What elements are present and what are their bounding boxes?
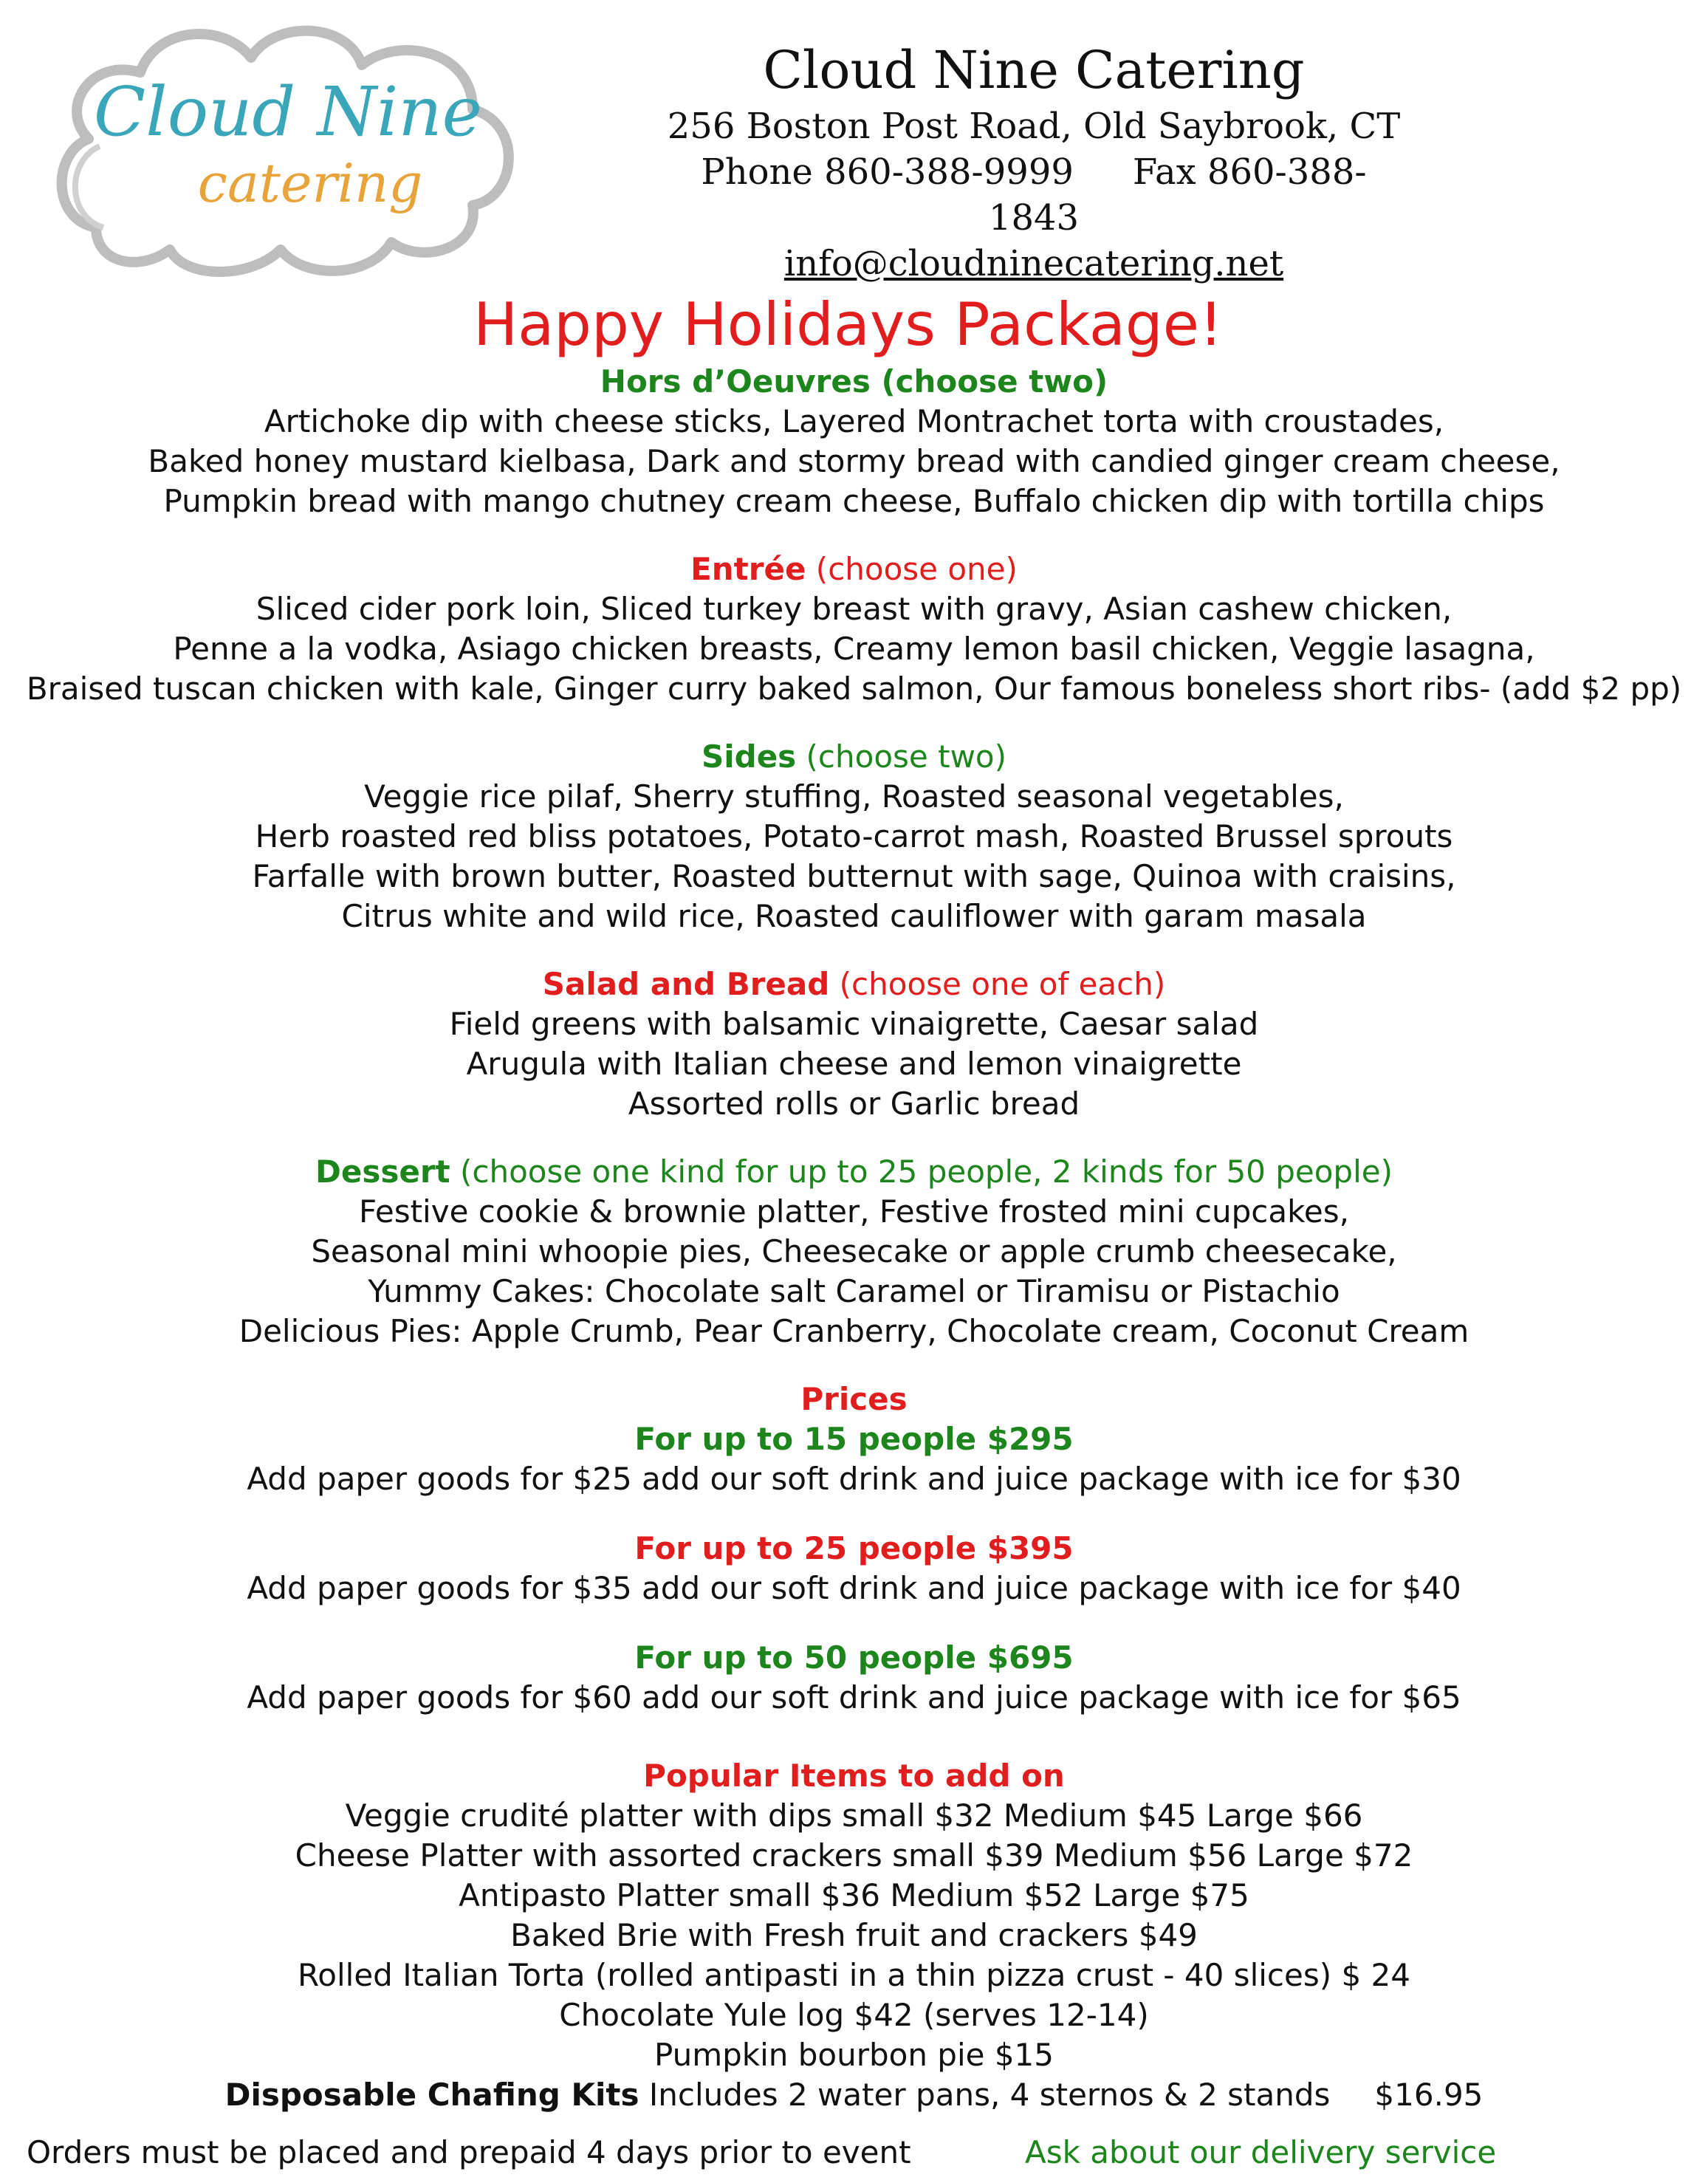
addon-item: Chocolate Yule log $42 (serves 12-14) <box>559 1997 1149 2033</box>
addon-item: Antipasto Platter small $36 Medium $52 Large $75 <box>459 1877 1249 1913</box>
addon-item: Veggie crudité platter with dips small $32 Medium $45 Large $66 <box>345 1797 1363 1834</box>
salad-item: Field greens with balsamic vinaigrette, Caesar salad <box>449 1006 1259 1042</box>
package-title: Happy Holidays Package! <box>473 290 1223 359</box>
price-tier-detail: Add paper goods for $35 add our soft drink and juice package with ice for $40 <box>247 1570 1461 1606</box>
company-fax: Fax 860-388-1843 <box>988 151 1367 239</box>
addon-item: Pumpkin bourbon pie $15 <box>654 2037 1054 2073</box>
salad-item: Assorted rolls or Garlic bread <box>628 1086 1080 1122</box>
dessert-item: Festive cookie & brownie platter, Festive frosted mini cupcakes, <box>359 1193 1349 1230</box>
entree-item: Penne a la vodka, Asiago chicken breasts, Creamy lemon basil chicken, Veggie lasagna, <box>173 631 1535 667</box>
chafing-kit-price: $16.95 <box>1374 2077 1484 2113</box>
price-tier-25: For up to 25 people $395 <box>634 1530 1074 1566</box>
dessert-item: Seasonal mini whoopie pies, Cheesecake or apple crumb cheesecake, <box>311 1233 1397 1269</box>
hors-item: Artichoke dip with cheese sticks, Layered Montrachet torta with croustades, <box>264 403 1444 439</box>
dessert-item: Yummy Cakes: Chocolate salt Caramel or Tiramisu or Pistachio <box>368 1273 1340 1309</box>
sides-item: Herb roasted red bliss potatoes, Potato-carrot mash, Roasted Brussel sprouts <box>255 818 1453 854</box>
phone-fax-line <box>665 149 1403 241</box>
addons-heading: Popular Items to add on <box>643 1758 1065 1794</box>
price-tier-50: For up to 50 people $695 <box>634 1639 1074 1676</box>
hors-item: Pumpkin bread with mango chutney cream cheese, Buffalo chicken dip with tortilla chips <box>163 483 1545 519</box>
company-email[interactable]: info@cloudninecatering.net <box>783 243 1284 284</box>
hors-item: Baked honey mustard kielbasa, Dark and stormy bread with candied ginger cream cheese, <box>148 443 1560 479</box>
chafing-kit-title: Disposable Chafing Kits <box>224 2077 639 2113</box>
entree-heading: Entrée (choose one) <box>690 551 1018 587</box>
chafing-kit-desc: Includes 2 water pans, 4 sternos & 2 stands <box>639 2077 1331 2113</box>
logo-line2: catering <box>197 152 423 214</box>
dessert-item: Delicious Pies: Apple Crumb, Pear Cranberry, Chocolate cream, Coconut Cream <box>239 1313 1469 1349</box>
addon-item: Baked Brie with Fresh fruit and crackers $49 <box>510 1917 1198 1953</box>
sides-item: Citrus white and wild rice, Roasted cauliflower with garam masala <box>341 898 1367 934</box>
company-address: 256 Boston Post Road, Old Saybrook, CT <box>667 106 1401 147</box>
sides-heading: Sides (choose two) <box>701 738 1006 775</box>
prices-heading: Prices <box>800 1381 908 1417</box>
dessert-heading: Dessert (choose one kind for up to 25 people, 2 kinds for 50 people) <box>315 1154 1393 1190</box>
price-tier-detail: Add paper goods for $25 add our soft drink and juice package with ice for $30 <box>247 1461 1461 1497</box>
addon-item: Cheese Platter with assorted crackers small $39 Medium $56 Large $72 <box>295 1837 1413 1874</box>
company-header <box>665 37 1403 287</box>
company-phone: Phone 860-388-9999 <box>701 151 1074 193</box>
sides-item: Farfalle with brown butter, Roasted butternut with sage, Quinoa with craisins, <box>252 858 1456 894</box>
order-policy-note: Orders must be placed and prepaid 4 days prior to event <box>27 2134 911 2170</box>
addon-item: Rolled Italian Torta (rolled antipasti in a thin pizza crust - 40 slices) $ 24 <box>298 1957 1410 1993</box>
salad-item: Arugula with Italian cheese and lemon vinaigrette <box>466 1046 1242 1082</box>
sides-item: Veggie rice pilaf, Sherry stuffing, Roasted seasonal vegetables, <box>364 778 1344 815</box>
chafing-kit-line <box>0 2075 1708 2115</box>
delivery-note: Ask about our delivery service <box>1025 2134 1497 2170</box>
price-tier-detail: Add paper goods for $60 add our soft drink and juice package with ice for $65 <box>247 1679 1461 1715</box>
company-name: Cloud Nine Catering <box>763 40 1305 100</box>
cloud-nine-logo <box>44 6 532 287</box>
logo-line1: Cloud Nine <box>93 72 483 151</box>
menu-body <box>0 288 1708 2115</box>
entree-item: Sliced cider pork loin, Sliced turkey breast with gravy, Asian cashew chicken, <box>255 591 1453 627</box>
price-tier-15: For up to 15 people $295 <box>634 1421 1074 1457</box>
entree-item: Braised tuscan chicken with kale, Ginger curry baked salmon, Our famous boneless short ribs- (add $2 pp) <box>26 671 1682 707</box>
hors-doeuvres-heading: Hors d’Oeuvres (choose two) <box>600 363 1108 400</box>
salad-bread-heading: Salad and Bread (choose one of each) <box>542 966 1166 1002</box>
